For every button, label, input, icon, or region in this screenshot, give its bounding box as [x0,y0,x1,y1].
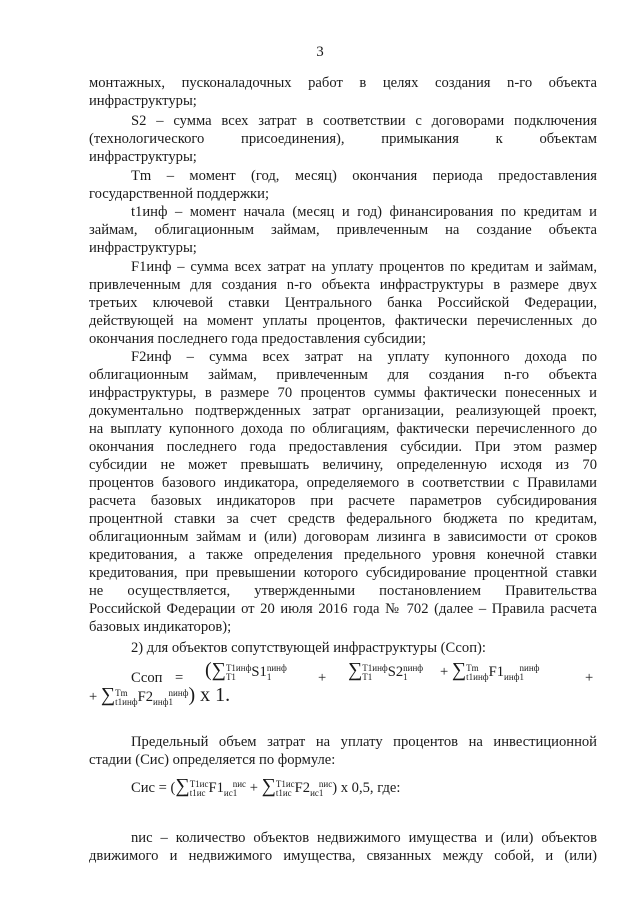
formula-term-f1: + ∑Тm $t1инфF1_{инф}nинф$ 1 [440,659,540,682]
text-line: F2инф – сумма всех затрат на уплату купонного дохода по [131,349,597,365]
text-line: кредитования, при превышении которого субсидирование процентной ставки [89,565,597,581]
text-line: привлеченным для создания n-го объекта инфраструктуры в размере двух [89,277,597,293]
text-line: процентной ставки за счет средств федерального бюджета по кредитам, [89,511,597,527]
text-line: облигационным займам, привлеченным для создания n-го объекта [89,367,597,383]
text-line: S2 – сумма всех затрат в соответствии с договорами подключения [131,113,597,129]
text-line: инфраструктуры, в размере 70 процентов суммы фактически понесенных и [89,385,597,401]
text-line: не осуществляется, утвержденными постановлением Правительства [89,583,597,599]
text-line: монтажных, пусконаладочных работ в целях создания n-го объекта [89,75,597,91]
formula-term-f2: + ∑Тm $t1инфF2_{инф}nинф$ 1 ) х 1. [89,684,231,707]
text-line: действующей на момент уплаты процентов, фактически перечисленных до [89,313,597,329]
text-line: инфраструктуры; [89,240,197,256]
text-line: nис – количество объектов недвижимого имущества и (или) объектов [131,830,597,846]
text-line: Российской Федерации от 20 июля 2016 года № 702 (далее – Правила расчета [89,601,597,617]
text-line: (технологического присоединения), примыкания к объектам [89,131,597,147]
text-line: процентов базового индикатора, определяемого в соответствии с Правилами [89,475,597,491]
formula-cis: Сис = (∑Т1ис t1ис $F1_{ис}nис$ 1 + ∑Т1ис t1ис $F2_{ис}nис$ 1 ) х 0,5, где: [131,775,401,798]
formula-plus: + [318,670,327,686]
text-line: субсидии не может превышать величину, определенную исходя из 70 [89,457,597,473]
text-line: Tm – момент (год, месяц) окончания периода предоставления [131,168,597,184]
text-line: t1инф – момент начала (месяц и год) финансирования по кредитам и [131,204,597,220]
text-line: на выплату купонного дохода по облигациям, фактически перечисленного до [89,421,597,437]
text-line: документально подтвержденных затрат организации, реализующей проект, [89,403,597,419]
text-line: F1инф – сумма всех затрат на уплату процентов по кредитам и займам, [131,259,597,275]
text-line: займам, облигационным займам, привлеченным на создание объекта [89,222,597,238]
text-line: инфраструктуры; [89,149,197,165]
text-line: расчета базовых индикаторов при расчете параметров субсидирования [89,493,597,509]
formula-term-s1: (∑Т1инф Т1 S1nинф 1 [205,659,287,682]
formula-equals: = [175,670,184,686]
formula-term-s2: ∑Т1инф Т1 S2nинф 1 [348,659,424,682]
text-line: государственной поддержки; [89,186,270,202]
text-line: Предельный объем затрат на уплату процентов на инвестиционной [131,734,597,750]
text-line: движимого и недвижимого имущества, связанных между собой, и (или) [89,848,597,864]
text-line: третьих ключевой ставки Центрального банка Российской Федерации, [89,295,597,311]
text-line: стадии (Сис) определяется по формуле: [89,752,336,768]
formula-plus: + [585,670,594,686]
text-line: облигационным займам и (или) договорам лизинга в зависимости от сроков [89,529,597,545]
text-line: инфраструктуры; [89,93,197,109]
formula-csop-lhs: Ссоп [131,670,163,686]
page-number: 3 [316,44,324,60]
text-line: кредитования, а также определения предельного уровня конечной ставки [89,547,597,563]
text-line: окончания последнего года предоставления субсидии; [89,331,427,347]
text-line: базовых индикаторов); [89,619,232,635]
text-line: окончания последнего года предоставления субсидии. При этом размер [89,439,597,455]
text-line: 2) для объектов сопутствующей инфраструктуры (Ссоп): [131,640,486,656]
